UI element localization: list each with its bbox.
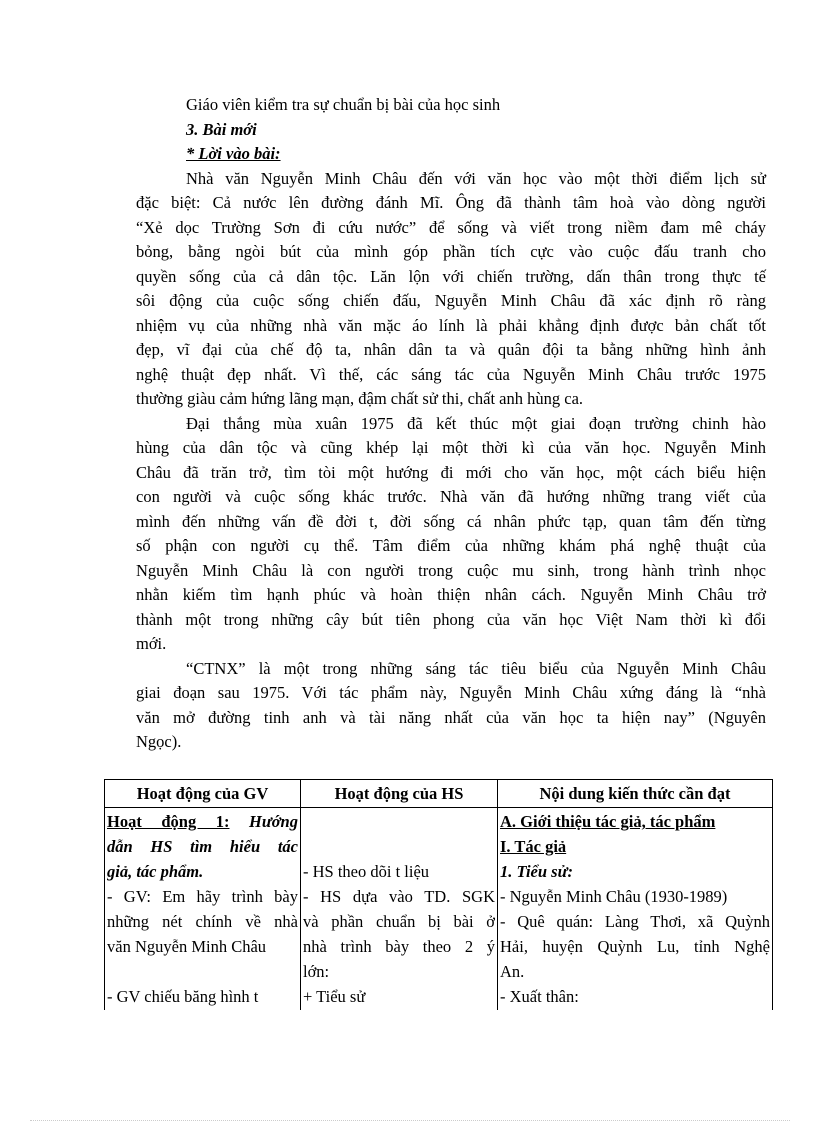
hs-line2: - HS dựa vào TD. SGK (303, 887, 495, 906)
paragraph-2 (136, 412, 766, 657)
hs-line1: - HS theo dõi t liệu (303, 862, 430, 881)
paragraph2-line: thành một trong những cây bút tiên phong của văn học Việt Nam thời kì đổi (136, 609, 766, 629)
header-gv: Hoạt động của GV (105, 780, 301, 808)
paragraph2-line: con người và cuộc sống khác trước. Nhà văn đã hướng những trang viết của (136, 487, 766, 506)
activity-title-line3: giả, tác phẩm. (107, 862, 204, 881)
content-cell (498, 808, 773, 1011)
content-bullet-2a: - Quê quán: Làng Thơi, xã Quỳnh (500, 912, 770, 931)
paragraph2-line: Đại thắng mùa xuân 1975 đã kết thúc một giai đoạn trường chinh hào (186, 413, 766, 433)
activity-table (104, 779, 773, 1010)
subsection-heading: * Lời vào bài: (186, 144, 281, 163)
content-i-heading: I. Tác giả (500, 837, 567, 856)
content-bullet-2b: Hải, huyện Quỳnh Lu, tỉnh Nghệ (500, 937, 770, 956)
hs-line4: nhà trình bày theo 2 ý (303, 937, 495, 956)
hs-line6: + Tiểu sử (303, 987, 366, 1006)
paragraph3-line: văn mở đường tinh anh và tài năng nhất của văn học ta hiện nay” (Nguyên (136, 707, 766, 727)
content-bullet-1: - Nguyễn Minh Châu (1930-1989) (500, 887, 728, 906)
paragraph3-line: giai đoạn sau 1975. Với tác phẩm này, Nguyễn Minh Châu xứng đáng là “nhà (136, 683, 766, 702)
paragraph1-line: quyền sống của cả dân tộc. Lăn lộn với chiến trường, dấn thân trong thực tế (136, 266, 766, 286)
paragraph2-line: mới. (136, 634, 167, 653)
paragraph1-line: bỏng, bằng ngòi bút của mình góp phần tích cực vào cuộc đấu tranh cho (136, 242, 766, 261)
hs-cell (301, 808, 498, 1011)
paragraph1-line: sôi động của cuộc sống chiến đấu, Nguyễn Minh Châu đã xác định rõ ràng (136, 291, 766, 310)
paragraph1-line: đẹp, vĩ đại của chế độ ta, nhân dân ta và quân đội ta bằng những hình ảnh (136, 340, 766, 359)
hs-line5: lớn: (303, 962, 330, 981)
header-content: Nội dung kiến thức cần đạt (498, 780, 773, 808)
paragraph2-line: mình đến những vấn đề đời t, đời sống cá nhân phức tạp, quan tâm đến từng (136, 511, 766, 531)
paragraph2-line: hùng của dân tộc và cũng khép lại một thời kì của văn học. Nguyễn Minh (136, 438, 766, 457)
paragraph1-line: nhiệm vụ của những nhà văn mặc áo lính là phải khẳng định được bản chất tốt (136, 315, 766, 335)
paragraph2-line: Nguyễn Minh Châu là con người trong cuộc mu sinh, trong hành trình nhọc (136, 560, 766, 580)
hs-line3: và phần chuẩn bị bài ở (303, 912, 495, 931)
table-header-row (105, 780, 773, 808)
paragraph3-line: Ngọc). (136, 732, 182, 751)
gv-question-line3: văn Nguyễn Minh Châu (107, 937, 267, 956)
paragraph1-line: thường giàu cảm hứng lãng mạn, đậm chất sử thi, chất anh hùng ca. (136, 389, 584, 408)
paragraph1-line: Nhà văn Nguyễn Minh Châu đến với văn học vào một thời điểm lịch sử (186, 168, 766, 188)
gv-question-line1: - GV: Em hãy trình bày (107, 887, 298, 906)
paragraph-3 (136, 657, 766, 755)
section-heading: 3. Bài mới (186, 119, 257, 139)
paragraph2-line: số phận con người cụ thể. Tâm điểm của những khám phá nghệ thuật của (136, 536, 766, 555)
content-bullet-2c: An. (500, 962, 525, 981)
gv-video-line: - GV chiếu băng hình t (107, 987, 259, 1006)
content-a-heading: A. Giới thiệu tác giả, tác phẩm (500, 812, 716, 831)
gv-question-line2: những nét chính về nhà (107, 912, 298, 931)
activity-title: Hoạt động 1: Hướng (107, 812, 298, 831)
paragraph-1 (136, 167, 766, 412)
paragraph1-line: nghệ thuật đẹp nhất. Vì thế, các sáng tác của Nguyễn Minh Châu trước 1975 (136, 364, 766, 384)
paragraph1-line: “Xẻ dọc Trường Sơn đi cứu nước” để sống và viết trong niềm đam mê cháy (136, 217, 766, 237)
paragraph3-line: “CTNX” là một trong những sáng tác tiêu biểu của Nguyễn Minh Châu (186, 658, 766, 678)
page-bottom-divider (30, 1120, 790, 1121)
header-hs: Hoạt động của HS (301, 780, 498, 808)
table-row (105, 808, 773, 1011)
intro-line: Giáo viên kiểm tra sự chuẩn bị bài của học sinh (186, 95, 501, 114)
gv-cell (105, 808, 301, 1011)
lesson-text (136, 93, 766, 755)
paragraph2-line: nhằn kiếm tìm hạnh phúc và hoàn thiện nhân cách. Nguyễn Minh Châu trở (136, 585, 766, 604)
paragraph2-line: Châu đã trăn trở, tìm tòi một hướng đi mới cho văn học, một cách biểu hiện (136, 462, 766, 482)
content-sub-heading: 1. Tiểu sử: (500, 862, 573, 881)
content-bullet-3: - Xuất thân: (500, 987, 579, 1006)
paragraph1-line: đặc biệt: Cả nước lên đường đánh Mĩ. Ông đã thành tâm hoà vào dòng người (136, 193, 766, 212)
activity-title-line2: dẫn HS tìm hiểu tác (107, 837, 298, 856)
